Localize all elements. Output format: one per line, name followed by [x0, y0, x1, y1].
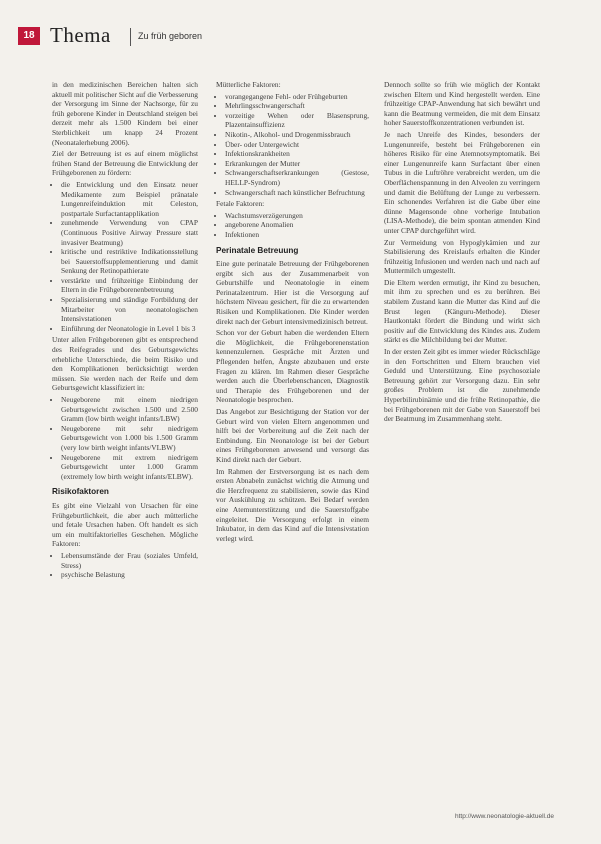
list-item: • Einführung der Neonatologie in Level 1 bis 3 — [61, 324, 198, 334]
list-item: • Mehrlingsschwangerschaft — [225, 101, 369, 111]
bullet-list — [52, 551, 198, 580]
list-item: • Erkrankungen der Mutter — [225, 159, 369, 169]
list-item: • zunehmende Verwendung von CPAP (Continuous Positive Airway Pressure statt invasiver Beatmung) — [61, 218, 198, 247]
paragraph: in den medizinischen Bereichen halten sich aktuell mit politischer Sicht auf die Verbesserung der Versorgung im Sinne der Nachsorge, für zu früh geborene Kinder in Deutschland steigen bei derzeit mehr als 1.500 Kindern bei einer Sterblichkeit um knapp 24 Prozent (Neonatalerhebung 2006). — [52, 80, 198, 147]
column-1 — [52, 80, 198, 582]
list-item: • Neugeborene mit einem niedrigen Geburtsgewicht zwischen 1.500 und 2.500 Gramm (low birth weight infants/LBW) — [61, 395, 198, 424]
list-item: • Infektionskrankheiten — [225, 149, 369, 159]
list-item: • Neugeborene mit extrem niedrigem Geburtsgewicht unter 1.000 Gramm (extremely low birth weight infants/ELBW). — [61, 453, 198, 482]
paragraph: Im Rahmen der Erstversorgung ist es nach dem ersten Abnabeln zunächst wichtig die Atmung und die Herzfrequenz zu stabilisieren, sowie das Kind vor Auskühlung zu schützen. Bei Bedarf werden eine Atemunterstützung und die Sauerstoffgabe eingeleitet. Die Versorgung erfolgt in einem Inkubator, in dem das Kind auf die Intensivstation verlegt wird. — [216, 466, 369, 543]
bullet-list — [216, 92, 369, 198]
list-item: • Wachstumsverzögerungen — [225, 211, 369, 221]
list-item: • Über- oder Untergewicht — [225, 140, 369, 150]
subheading: Mütterliche Faktoren: — [216, 80, 281, 89]
section-heading: Perinatale Betreuung — [216, 245, 299, 255]
list-item: • verstärkte und frühzeitige Einbindung der Eltern in die Frühgeborenenbetreuung — [61, 276, 198, 295]
list-item: • angeborene Anomalien — [225, 220, 369, 230]
list-item: • Nikotin-, Alkohol- und Drogenmissbrauch — [225, 130, 369, 140]
paragraph: Ziel der Betreuung ist es auf einem möglichst frühen Stand der Betreuung die Entwicklung der Frühgeborenen zu fördern: — [52, 149, 198, 178]
paragraph: Eine gute perinatale Betreuung der Frühgeborenen ergibt sich aus der Zusammenarbeit von Geburtshilfe und Neonatologie in einem Perinatalzentrum. Hier ist die Versorgung auf höchstem Niveau gesichert, für die zu erwartenden Risiken und Komplikationen. Die Kinder werden direkt nach der Geburt intensivmedizinisch betreut. — [216, 259, 369, 326]
paragraph: Schon vor der Geburt haben die werdenden Eltern die Möglichkeit, die Frühgeborenenstation kennenzulernen. Gespräche mit Ärzten und Pflegenden helfen, Ängste abzubauen und erste Fragen zu klären. Im Rahmen dieser Gespräche werden auch die Überlebenschancen, Diagnostik und Therapie des Frühgeborenen und der Neonatologie besprochen. — [216, 328, 369, 405]
section-heading: Risikofaktoren — [52, 487, 109, 497]
list-item: • Schwangerschaft nach künstlicher Befruchtung — [225, 188, 369, 198]
list-item: • Infektionen — [225, 230, 369, 240]
paragraph: Das Angebot zur Besichtigung der Station vor der Geburt wird von vielen Eltern angenommen und hilft bei der Vorbereitung auf die Zeit nach der Entbindung. Ein Neonatologe ist bei der Geburt eines Frühgeborenen anwesend und versorgt das Kind direkt nach der Geburt. — [216, 407, 369, 464]
bullet-list — [52, 180, 198, 334]
list-item: • Schwangerschaftserkrankungen (Gestose, HELLP-Syndrom) — [225, 168, 369, 187]
article-subtitle: Zu früh geboren — [138, 31, 203, 41]
list-item: • kritische und restriktive Indikationsstellung bei Sauerstoffsupplementierung und damit Senkung der Retinopathierate — [61, 247, 198, 276]
list-item: • vorangegangene Fehl- oder Frühgeburten — [225, 92, 369, 102]
list-item: • die Entwicklung und den Einsatz neuer Medikamente zum Beispiel pränatale Lungenreifeinduktion mit Celeston, postpartale Surfactantapplikation — [61, 180, 198, 218]
paragraph: Die Eltern werden ermutigt, ihr Kind zu besuchen, mit ihm zu sprechen und es zu berühren. Bei stabilem Zustand kann die Mutter das Kind auf die Brust legen (Känguru-Methode). Dieser Hautkontakt fördert die Bindung und wirkt sich positiv auf die Entwicklung des Kindes aus. Zudem stärkt es die Milchbildung bei der Mutter. — [384, 277, 540, 345]
list-item: • Neugeborene mit sehr niedrigem Geburtsgewicht von 1.000 bis 1.500 Gramm (very low birth weight infants/VLBW) — [61, 424, 198, 453]
subheading: Fetale Faktoren: — [216, 199, 265, 209]
column-3 — [384, 80, 540, 426]
paragraph: Dennoch sollte so früh wie möglich der Kontakt zwischen Eltern und Kind hergestellt werden. Eine frühzeitige CPAP-Anwendung hat sich bewährt und kann die Beatmung vermeiden, die mit dem Einsatz hoher Sauerstoffkonzentrationen verbunden ist. — [384, 80, 540, 128]
paragraph: Es gibt eine Vielzahl von Ursachen für eine Frühgeburtlichkeit, die aber auch mütterliche und fetale Ursachen haben. Oft handelt es sich um ein multifaktorielles Geschehen. Mögliche Faktoren: — [52, 500, 198, 549]
section-title: Thema — [50, 23, 111, 47]
list-item: • vorzeitige Wehen oder Blasensprung, Plazentainsuffizienz — [225, 111, 369, 130]
list-item: • Lebensumstände der Frau (soziales Umfeld, Stress) — [61, 551, 198, 570]
bullet-list — [216, 211, 369, 240]
list-item: • Spezialisierung und ständige Fortbildung der Mitarbeiter von neonatologischen Intensivstationen — [61, 295, 198, 324]
page-number-badge: 18 — [18, 27, 40, 45]
page-header — [18, 24, 578, 50]
paragraph: Je nach Unreife des Kindes, besonders der Lungenunreife, besteht bei Frühgeborenen ein höheres Risiko für eine Atemnotsymptomatik. Bei einer Lungenunreife kann Surfactant über einen Tubus in die Luftröhre verabreicht werden, um die Oberflächenspannung in den Alveolen zu verringern und damit die Belüftung der Lunge zu verbessern. Ein schonendes Verfahren ist die Gabe über eine dünne Magensonde ohne vorherige Intubation (LISA-Methode), die beim spontan atmenden Kind unter CPAP durchgeführt wird. — [384, 129, 540, 235]
paragraph: Unter allen Frühgeborenen gibt es entsprechend des Reifegrades und des Geburtsgewichts erhebliche Unterschiede, die beim Risiko und den Komplikationen berücksichtigt werden müssen. Sie werden nach der Reife und dem Geburtsgewicht klassifiziert in: — [52, 335, 198, 393]
paragraph: In der ersten Zeit gibt es immer wieder Rückschläge in den Fortschritten und Eltern brauchen viel Geduld und Unterstützung. Eine psychosoziale Betreuung gehört zur Versorgung dazu. Ein sehr großes Problem ist die zunehmende Hyperbilirubinämie und die frühe Retinopathie, die bei Frühgeborenen mit der Gabe von Sauerstoff bei der Beatmung im Zusammenhang steht. — [384, 347, 540, 424]
list-item: • psychische Belastung — [61, 570, 198, 580]
column-2 — [216, 80, 369, 545]
paragraph: Zur Vermeidung von Hypoglykämien und zur Stabilisierung des Kreislaufs erhalten die Kinder frühzeitig Infusionen und werden nach und nach auf Muttermilch umgestellt. — [384, 237, 540, 276]
header-divider — [130, 28, 131, 46]
footer-url[interactable]: http://www.neonatologie-aktuell.de — [455, 813, 555, 820]
bullet-list — [52, 395, 198, 481]
